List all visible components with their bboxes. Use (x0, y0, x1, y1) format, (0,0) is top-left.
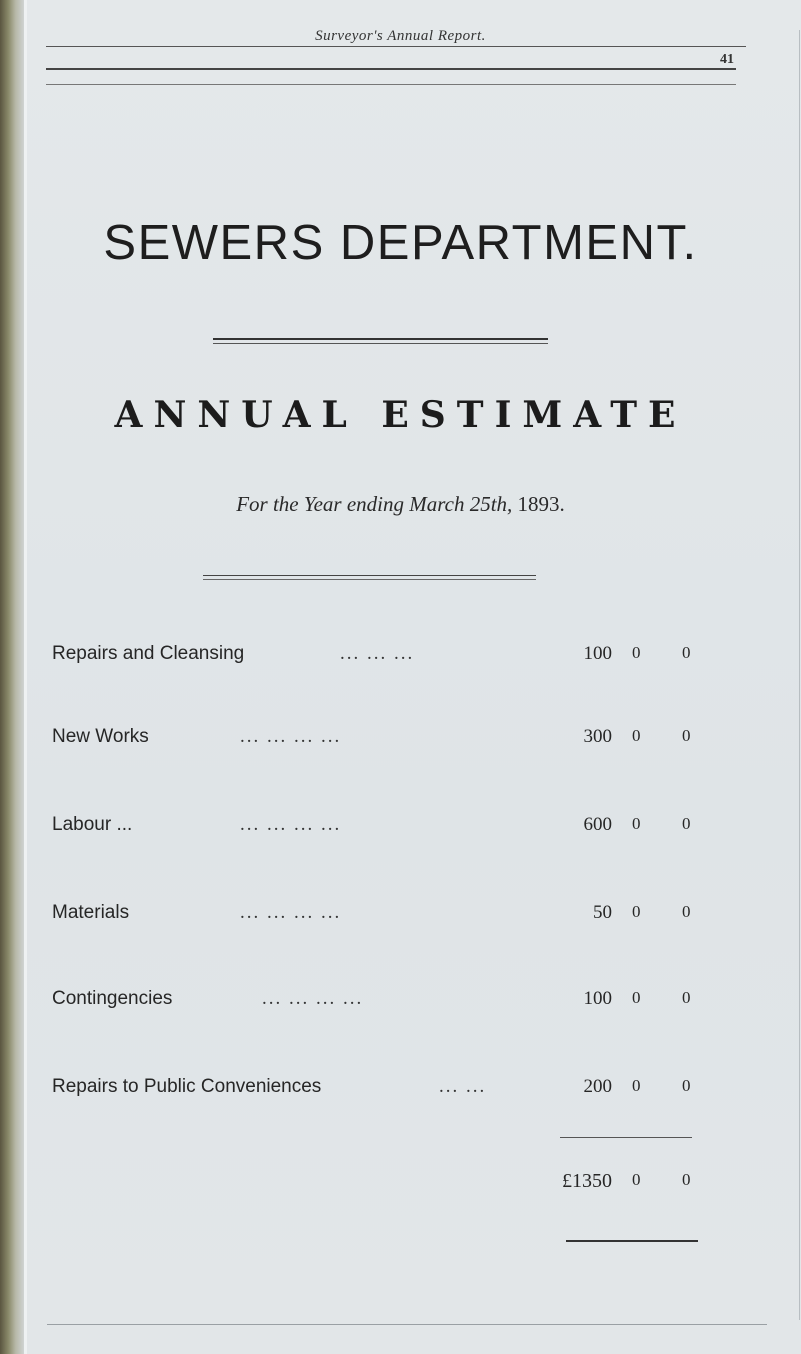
item-shillings: 0 (632, 726, 641, 745)
header-rule-top (46, 46, 746, 47)
estimate-row (52, 726, 752, 756)
total-rule (560, 1137, 692, 1138)
item-label: New Works (52, 726, 149, 747)
item-pence: 0 (682, 902, 691, 921)
subtitle-divider-thin (203, 579, 536, 580)
total-shillings: 0 (632, 1170, 641, 1189)
item-label: Contingencies (52, 988, 173, 1009)
item-pounds: 600 (583, 814, 612, 835)
item-pence: 0 (682, 988, 691, 1007)
item-pounds: 100 (583, 643, 612, 664)
item-pounds: 50 (593, 902, 612, 923)
item-pence: 0 (682, 643, 691, 662)
estimate-title: ANNUAL ESTIMATE (114, 394, 687, 436)
item-pence: 0 (682, 1076, 691, 1095)
leader-dots: ... ... ... ... (240, 902, 342, 923)
page-bottom-edge (47, 1324, 767, 1325)
item-shillings: 0 (632, 643, 641, 662)
item-label: Labour ... (52, 814, 133, 835)
page-number: 41 (720, 52, 734, 67)
estimate-row (52, 814, 752, 844)
estimate-row (52, 902, 752, 932)
item-shillings: 0 (632, 1076, 641, 1095)
book-spine (0, 0, 24, 1354)
leader-dots: ... ... ... ... (240, 814, 342, 835)
header-rule-thin (46, 84, 736, 85)
department-title: SEWERS DEPARTMENT. (103, 216, 698, 270)
item-label: Repairs to Public Conveniences (52, 1076, 322, 1097)
title-divider-thin (213, 343, 548, 344)
item-pounds: 300 (583, 726, 612, 747)
subtitle-year: 1893. (517, 492, 565, 516)
item-shillings: 0 (632, 902, 641, 921)
leader-dots: ... ... ... ... (240, 726, 342, 747)
running-head: Surveyor's Annual Report. (315, 28, 486, 44)
item-pounds: 200 (583, 1076, 612, 1097)
leader-dots: ... ... (439, 1076, 487, 1097)
leader-dots: ... ... ... (340, 643, 415, 664)
header-rule (46, 68, 736, 70)
item-label: Materials (52, 902, 130, 923)
subtitle-text: For the Year ending March 25th, (236, 492, 513, 516)
page (27, 0, 801, 1354)
title-divider (213, 338, 548, 340)
estimate-subtitle (0, 492, 801, 517)
item-pence: 0 (682, 814, 691, 833)
item-shillings: 0 (632, 988, 641, 1007)
subtitle-divider (203, 575, 536, 576)
item-shillings: 0 (632, 814, 641, 833)
item-label: Repairs and Cleansing (52, 643, 245, 664)
estimate-row (52, 988, 752, 1018)
item-pounds: 100 (583, 988, 612, 1009)
leader-dots: ... ... ... ... (262, 988, 364, 1009)
total-row (52, 1170, 752, 1200)
estimate-row (52, 643, 752, 673)
total-pence: 0 (682, 1170, 691, 1189)
estimate-row (52, 1076, 752, 1106)
total-pounds: £1350 (562, 1170, 612, 1192)
total-underline (566, 1240, 698, 1242)
item-pence: 0 (682, 726, 691, 745)
